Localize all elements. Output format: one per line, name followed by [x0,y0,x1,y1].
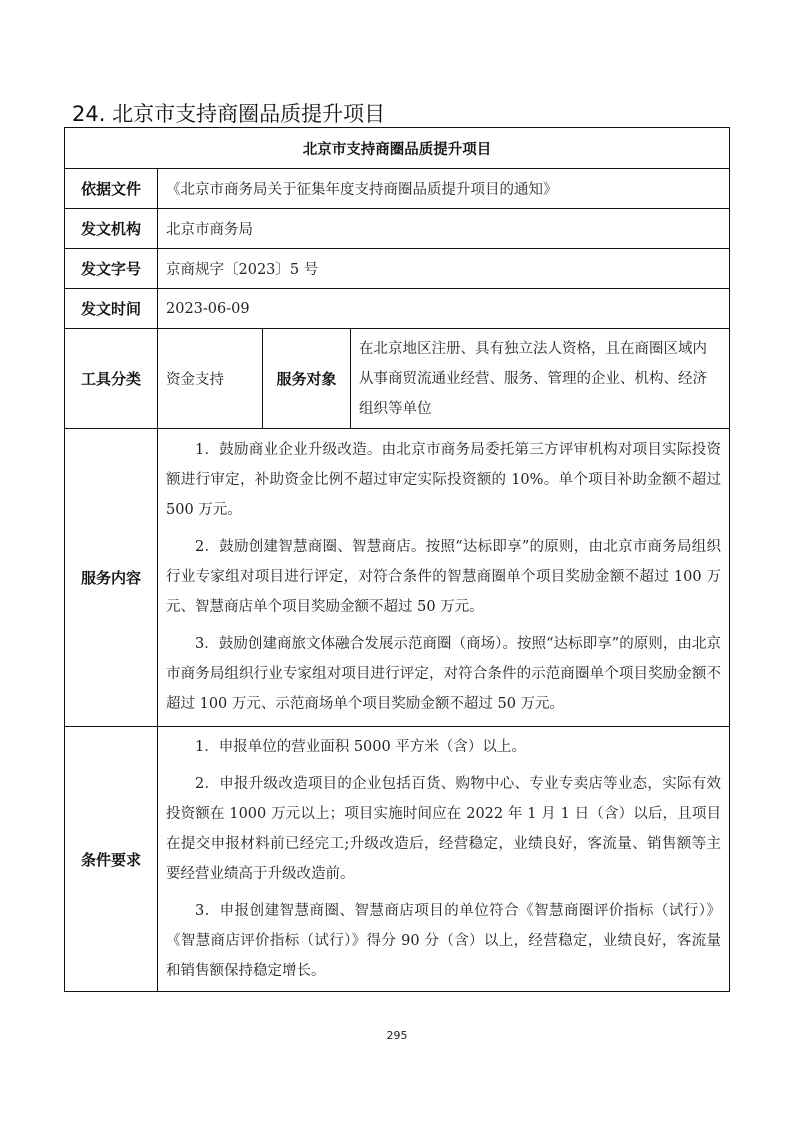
condition-paragraph: 2．申报升级改造项目的企业包括百货、购物中心、专业专卖店等业态，实际有效投资额在 1000 万元以上；项目实施时间应在 2022 年 1 月 1 日（含）以后，且项目在提交申报材料前已经完工;升级改造后，经营稳定，业绩良好，客流量、销售额等主要经营业绩高于升级改造前。 [166,776,721,882]
table-row [65,209,730,249]
document-number-value: 京商规字〔2023〕5 号 [158,249,730,289]
row-label: 依据文件 [65,169,158,209]
policy-table [64,127,730,992]
tool-category-label: 工具分类 [65,329,158,429]
service-paragraph: 2．鼓励创建智慧商圈、智慧商店。按照“达标即享”的原则，由北京市商务局组织行业专家组对项目进行评定，对符合条件的智慧商圈单个项目奖励金额不超过 100 万元、智慧商店单个项目奖励金额不超过 50 万元。 [166,538,721,615]
page-number: 295 [386,1029,408,1042]
condition-paragraph: 1．申报单位的营业面积 5000 平方米（含）以上。 [195,739,526,755]
service-content-label: 服务内容 [65,429,158,727]
service-content-cell [158,429,730,727]
table-row [65,249,730,289]
service-paragraph: 3．鼓励创建商旅文体融合发展示范商圈（商场）。按照“达标即享”的原则，由北京市商务局组织行业专家组对项目进行评定，对符合条件的示范商圈单个项目奖励金额不超过 100 万元、示范商场单个项目奖励金额不超过 50 万元。 [166,635,721,712]
conditions-cell [158,727,730,992]
basis-document-value: 《北京市商务局关于征集年度支持商圈品质提升项目的通知》 [158,169,730,209]
row-label: 发文时间 [65,289,158,329]
service-paragraph: 1．鼓励商业企业升级改造。由北京市商务局委托第三方评审机构对项目实际投资额进行审定，补助资金比例不超过审定实际投资额的 10%。单个项目补助金额不超过 500 万元。 [166,441,721,518]
table-title: 北京市支持商圈品质提升项目 [65,128,730,169]
tool-category-value: 资金支持 [158,329,263,429]
issue-date-value: 2023-06-09 [158,289,730,329]
service-target-label: 服务对象 [263,329,351,429]
table-row [65,169,730,209]
condition-paragraph: 3．申报创建智慧商圈、智慧商店项目的单位符合《智慧商圈评价指标（试行）》《智慧商店评价指标（试行）》得分 90 分（含）以上，经营稳定，业绩良好，客流量和销售额保持稳定增长。 [166,903,721,979]
table-row [65,429,730,727]
table-row [65,329,730,429]
table-row [65,727,730,992]
table-row [65,289,730,329]
conditions-label: 条件要求 [65,727,158,992]
row-label: 发文字号 [65,249,158,289]
issuing-agency-value: 北京市商务局 [158,209,730,249]
service-target-value: 在北京地区注册、具有独立法人资格，且在商圈区域内从事商贸流通业经营、服务、管理的企业、机构、经济组织等单位 [351,329,730,429]
section-heading: 24. 北京市支持商圈品质提升项目 [72,102,386,126]
row-label: 发文机构 [65,209,158,249]
